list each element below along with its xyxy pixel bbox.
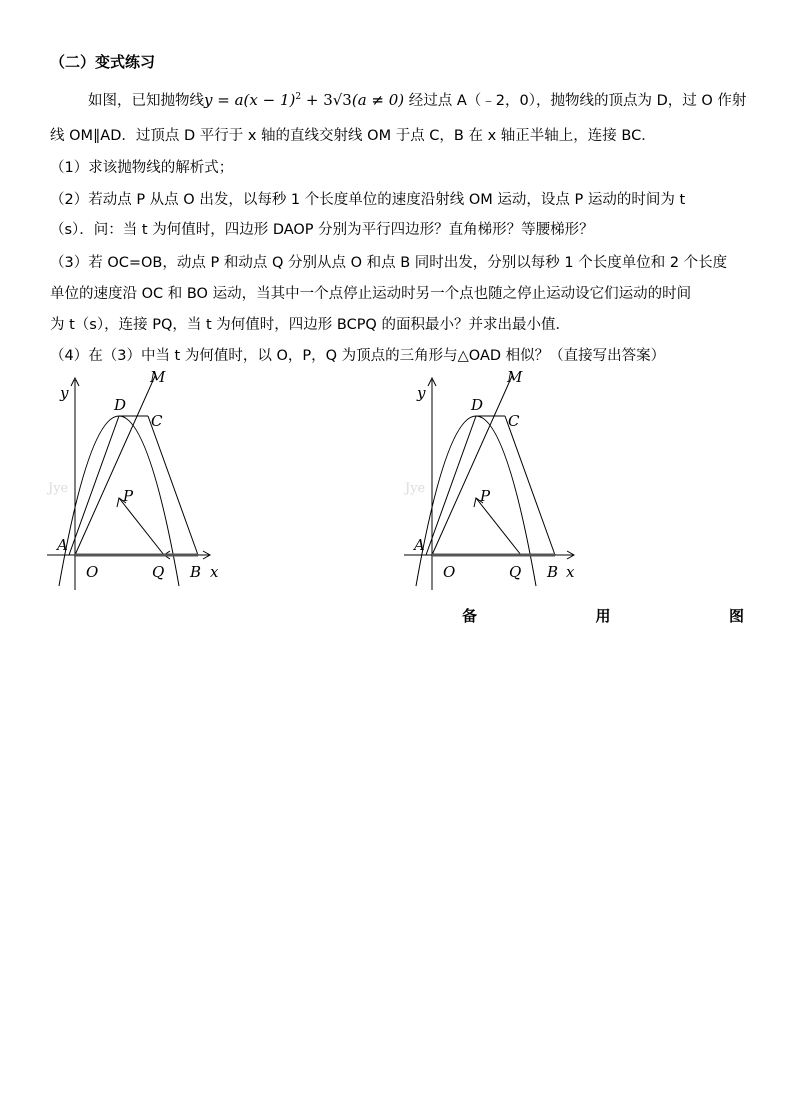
question-2-line-1: （2）若动点 P 从点 O 出发，以每秒 1 个长度单位的速度沿射线 OM 运动，设点 P 运动的时间为 t xyxy=(50,192,686,208)
label-b: B xyxy=(547,563,559,581)
label-y: y xyxy=(60,384,69,402)
segment-ad xyxy=(69,416,119,555)
label-q: Q xyxy=(152,563,165,581)
label-p: P xyxy=(123,487,134,505)
label-x: x xyxy=(210,563,219,581)
question-2-line-2: （s）．问：当 t 为何值时，四边形 DAOP 分别为平行四边形？直角梯形？等腰梯形？ xyxy=(50,222,594,238)
label-m: M xyxy=(507,368,523,386)
segment-bc xyxy=(505,416,555,555)
intro-line-2: 线 OM∥AD．过顶点 D 平行于 x 轴的直线交射线 OM 于点 C，B 在 x 轴正半轴上，连接 BC． xyxy=(50,128,656,144)
question-3-line-2: 单位的速度沿 OC 和 BO 运动，当其中一个点停止运动时另一个点也随之停止运动设它们运动的时间 xyxy=(50,286,692,302)
label-o: O xyxy=(443,563,456,581)
section-heading: （二）变式练习 xyxy=(50,53,156,71)
watermark: Jye xyxy=(405,481,426,496)
intro-line-1 xyxy=(88,90,746,111)
label-o: O xyxy=(86,563,99,581)
label-q: Q xyxy=(509,563,522,581)
segment-ad xyxy=(426,416,476,555)
label-m: M xyxy=(150,368,166,386)
caption-char-2: 用 xyxy=(595,607,611,625)
segment-pq xyxy=(119,498,164,555)
intro-suffix: 经过点 A（﹣2，0），抛物线的顶点为 D，过 O 作射 xyxy=(404,93,747,109)
parabola-figure-spare xyxy=(401,368,591,598)
label-a: A xyxy=(57,536,68,554)
segment-pq xyxy=(476,498,521,555)
label-d: D xyxy=(114,396,127,414)
caption-char-3: 图 xyxy=(728,607,744,625)
watermark: Jye xyxy=(48,481,69,496)
label-y: y xyxy=(417,384,426,402)
intro-prefix: 如图，已知抛物线 xyxy=(88,93,204,109)
caption-char-1: 备 xyxy=(462,607,478,625)
label-d: D xyxy=(471,396,484,414)
label-x: x xyxy=(566,563,575,581)
question-1: （1）求该抛物线的解析式； xyxy=(50,160,234,176)
label-b: B xyxy=(190,563,202,581)
label-c: C xyxy=(151,412,163,430)
parabola-curve xyxy=(59,416,179,586)
question-4: （4）在（3）中当 t 为何值时，以 O，P，Q 为顶点的三角形与△OAD 相似？（直接写出答案） xyxy=(50,348,666,364)
parabola-equation: $y = a(x - 1)^2 + 3√3(a \ne 0)$ xyxy=(204,91,405,109)
segment-bc xyxy=(148,416,198,555)
parabola-curve xyxy=(416,416,536,586)
label-p: P xyxy=(480,487,491,505)
label-c: C xyxy=(508,412,520,430)
question-3-line-3: 为 t（s），连接 PQ，当 t 为何值时，四边形 BCPQ 的面积最小？并求出最小值． xyxy=(50,317,570,333)
question-3-line-1: （3）若 OC=OB，动点 P 和动点 Q 分别从点 O 和点 B 同时出发，分别以每秒 1 个长度单位和 2 个长度 xyxy=(50,255,728,271)
parabola-figure-main xyxy=(44,368,234,598)
spare-figure-caption xyxy=(462,605,744,627)
label-a: A xyxy=(414,536,425,554)
